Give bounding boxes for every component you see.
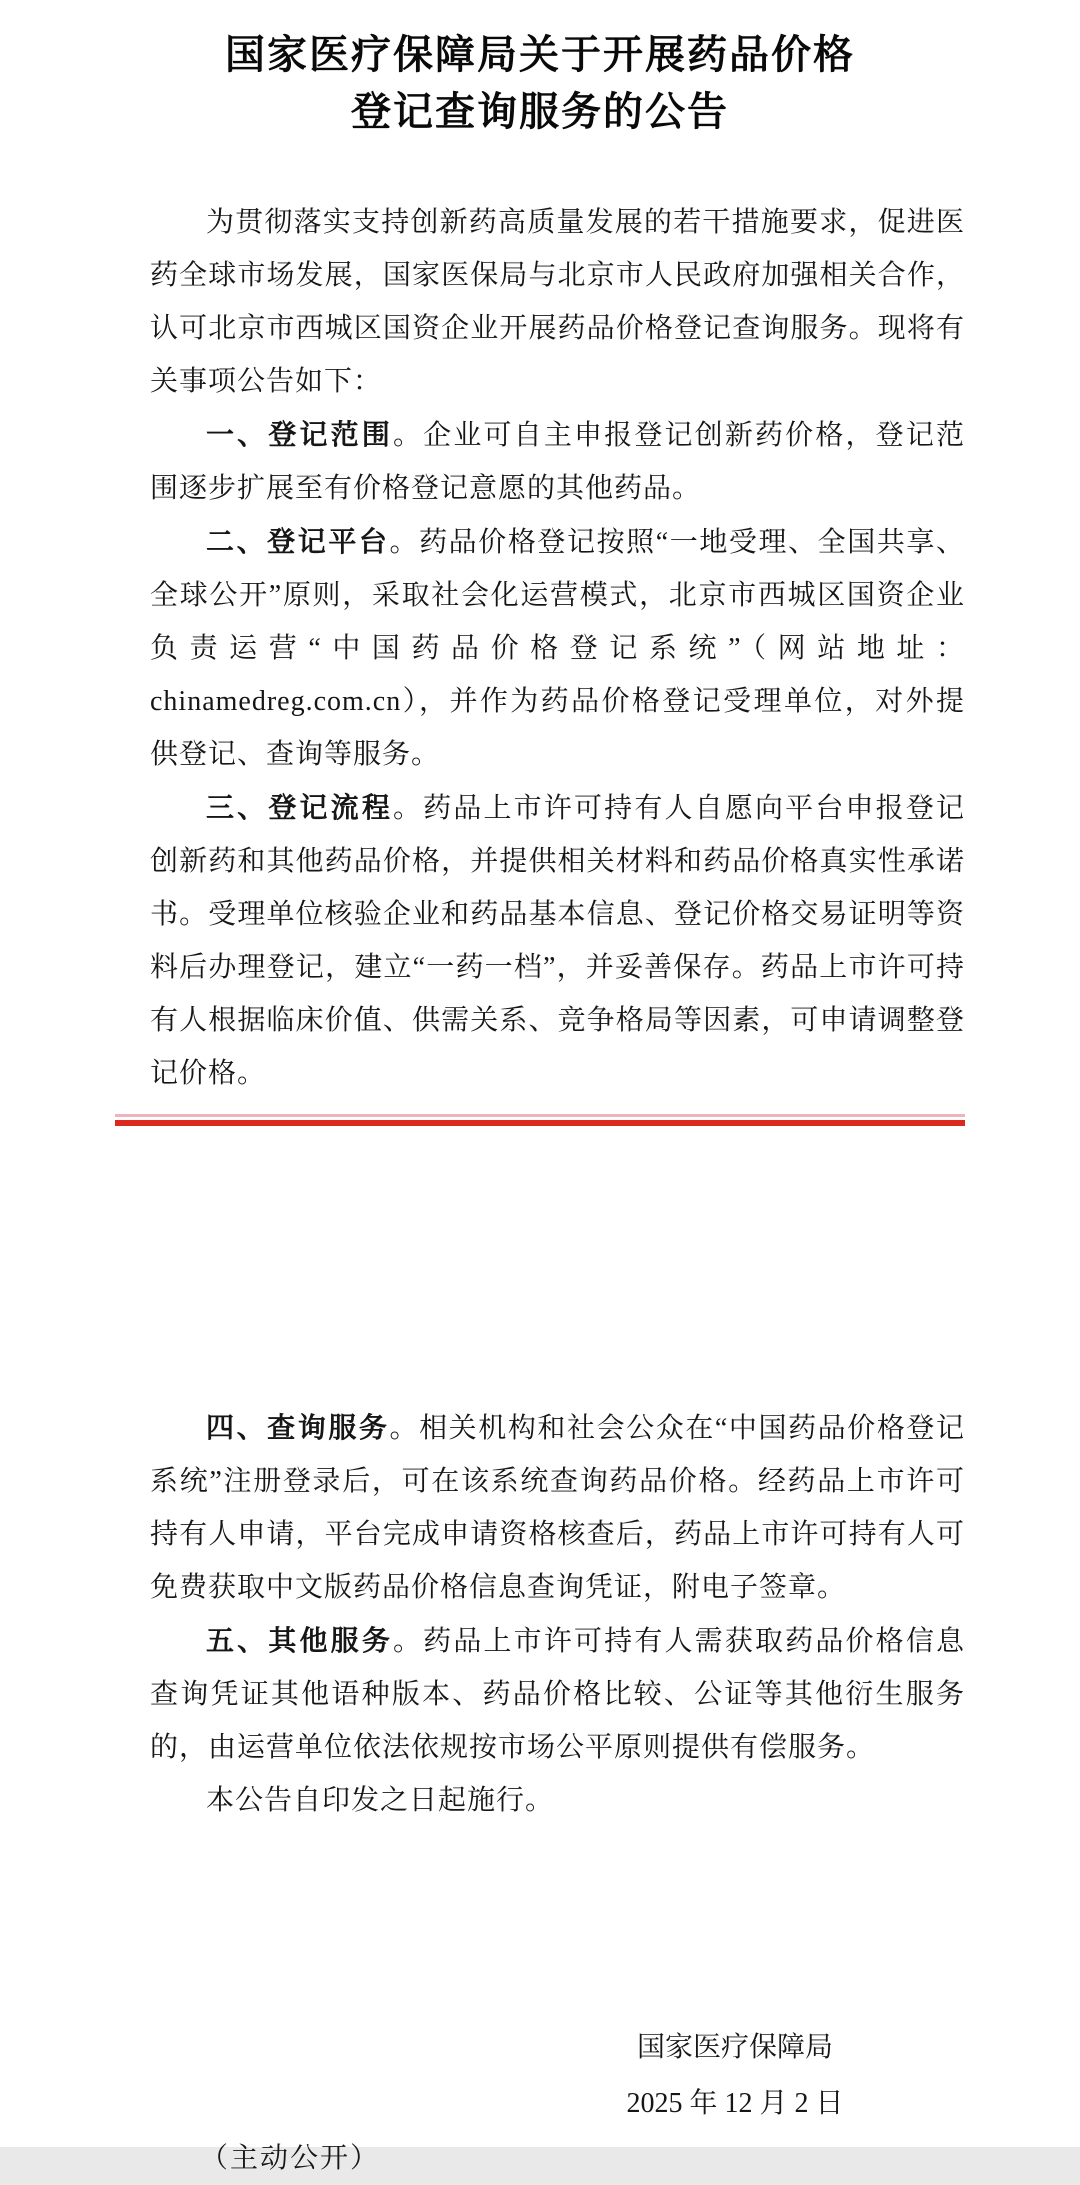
- closing-paragraph: 本公告自印发之日起施行。: [206, 1785, 555, 1816]
- section-body-4: 。相关机构和社会公众在“中国药品价格登记系统”注册登录后，可在该系统查询药品价格。经药品上市许可持有人申请，平台完成申请资格核查后，药品上市许可持有人可免费获取中文版药品价格信息查询凭证，附电子签章。: [150, 1413, 965, 1603]
- page-break-red-rule: [115, 1114, 965, 1126]
- section-paragraph-1: [150, 408, 965, 515]
- red-rule-thick-line: [115, 1120, 965, 1126]
- page-one-body: [150, 196, 965, 1100]
- section-body-3: 。药品上市许可持有人自愿向平台申报登记创新药和其他药品价格，并提供相关材料和药品价格真实性承诺书。受理单位核验企业和药品基本信息、登记价格交易证明等资料后办理登记，建立“一药一档”，并妥善保存。药品上市许可持有人根据临床价值、供需关系、竞争格局等因素，可申请调整登记价格。: [150, 793, 965, 1089]
- section-body-2: 。药品价格登记按照“一地受理、全国共享、全球公开”原则，采取社会化运营模式，北京市西城区国资企业负责运营“中国药品价格登记系统”（网站地址：chinamedreg.com.cn），并作为药品价格登记受理单位，对外提供登记、查询等服务。: [150, 527, 965, 770]
- intro-paragraph: 为贯彻落实支持创新药高质量发展的若干措施要求，促进医药全球市场发展，国家医保局与北京市人民政府加强相关合作，认可北京市西城区国资企业开展药品价格登记查询服务。现将有关事项公告如下：: [150, 207, 965, 397]
- signing-agency: 国家医疗保障局: [636, 2032, 833, 2063]
- section-heading-1: 一、登记范围: [206, 419, 393, 450]
- section-paragraph-2: [150, 515, 965, 781]
- section-heading-2: 二、登记平台: [206, 526, 390, 557]
- section-paragraph-3: [150, 781, 965, 1100]
- signing-date: 2025 年 12 月 2 日: [626, 2088, 844, 2119]
- section-heading-4: 四、查询服务: [206, 1412, 390, 1443]
- document-title-line1: 国家医疗保障局关于开展药品价格: [225, 32, 855, 77]
- document-title: [0, 0, 1080, 140]
- section-heading-5: 五、其他服务: [206, 1625, 393, 1656]
- disclosure-note: （主动公开）: [200, 2143, 381, 2174]
- section-paragraph-5: [150, 1614, 965, 1774]
- section-paragraph-4: [150, 1401, 965, 1614]
- page-two-body: [150, 1401, 965, 1827]
- section-body-5: 。药品上市许可持有人需获取药品价格信息查询凭证其他语种版本、药品价格比较、公证等其他衍生服务的，由运营单位依法依规按市场公平原则提供有偿服务。: [150, 1626, 965, 1763]
- section-body-1: 。企业可自主申报登记创新药价格，登记范围逐步扩展至有价格登记意愿的其他药品。: [150, 420, 965, 504]
- signature-block: [535, 2020, 935, 2132]
- document-title-line2: 登记查询服务的公告: [351, 89, 729, 134]
- section-heading-3: 三、登记流程: [206, 792, 393, 823]
